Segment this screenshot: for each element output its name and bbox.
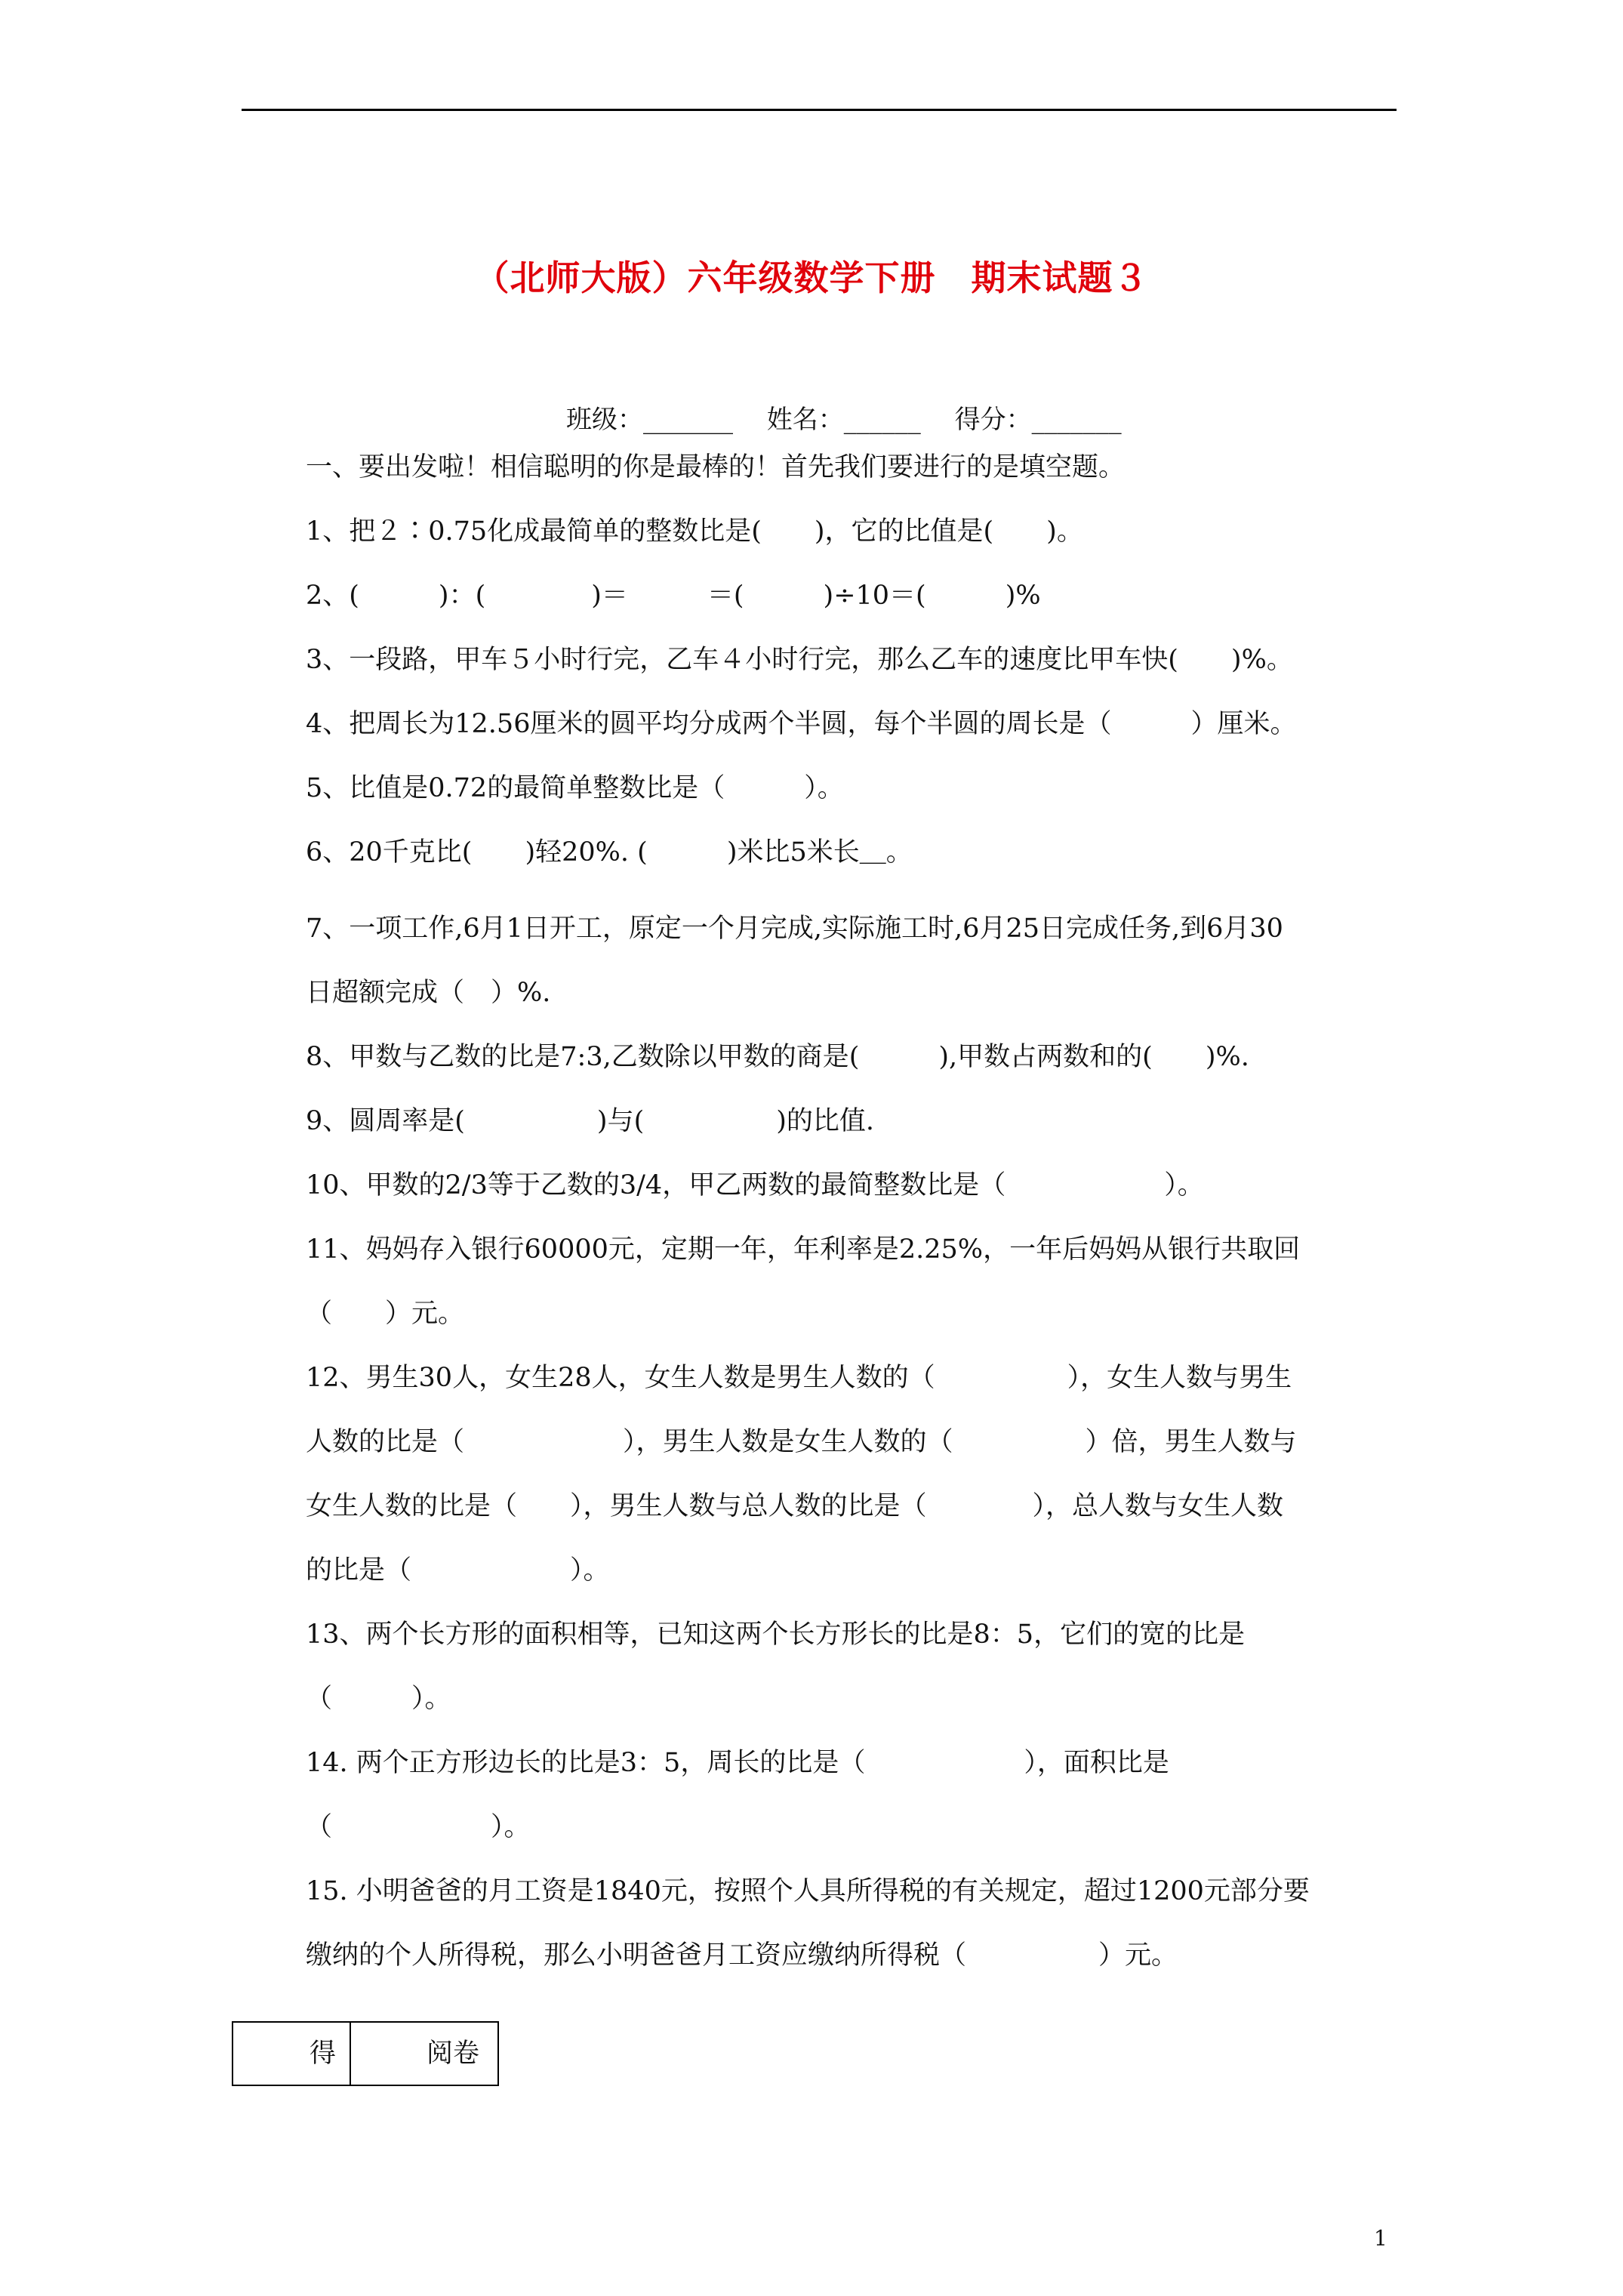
question-4: 4、把周长为12.56厘米的圆平均分成两个半圆，每个半圆的周长是（ ）厘米。 <box>306 709 1297 739</box>
question-12-line-1: 12、男生30人，女生28人，女生人数是男生人数的（ ），女生人数与男生 <box>306 1363 1292 1393</box>
question-body <box>306 448 1400 2001</box>
page-title: （北师大版）六年级数学下册 期末试题３ <box>474 257 1149 298</box>
question-12-line-4: 的比是（ ）。 <box>306 1555 610 1586</box>
question-12-line-2: 人数的比是（ ），男生人数是女生人数的（ ）倍，男生人数与 <box>306 1427 1297 1457</box>
question-7-line-2: 日超额完成（ ）%. <box>306 978 551 1008</box>
header-rule <box>242 109 1397 111</box>
question-8: 8、甲数与乙数的比是7:3,乙数除以甲数的商是( ),甲数占两数和的( )%. <box>306 1042 1249 1072</box>
question-11-line-1: 11、妈妈存入银行60000元，定期一年，年利率是2.25%，一年后妈妈从银行共取回 <box>306 1234 1301 1265</box>
question-2: 2、( )：( )＝ ＝( )÷10＝( )% <box>306 581 1041 611</box>
question-3: 3、一段路，甲车５小时行完，乙车４小时行完，那么乙车的速度比甲车快( )%。 <box>306 645 1293 675</box>
question-5: 5、比值是0.72的最简单整数比是（ ）。 <box>306 773 844 803</box>
question-11-line-2: （ ）元。 <box>306 1299 465 1329</box>
student-info-line: 班级：_______ 姓名：______ 得分：_______ <box>566 405 1122 435</box>
question-15-line-2: 缴纳的个人所得税，那么小明爸爸月工资应缴纳所得税（ ）元。 <box>306 1940 1178 1971</box>
question-10: 10、甲数的2/3等于乙数的3/4，甲乙两数的最简整数比是（ ）。 <box>306 1170 1204 1200</box>
question-14-line-2: （ ）。 <box>306 1812 531 1842</box>
question-6: 6、20千克比( )轻20%. ( )米比5米长＿。 <box>306 837 913 868</box>
question-13-line-2: （ ）。 <box>306 1684 451 1714</box>
question-15-line-1: 15. 小明爸爸的月工资是1840元，按照个人具所得税的有关规定，超过1200元部分要 <box>306 1876 1310 1906</box>
score-cell <box>233 2023 351 2085</box>
score-label: 得 <box>309 2039 336 2069</box>
question-14-line-1: 14. 两个正方形边长的比是3：5，周长的比是（ ），面积比是 <box>306 1748 1169 1778</box>
question-1: 1、把２∶0.75化成最简单的整数比是( )，它的比值是( )。 <box>306 516 1083 547</box>
question-12-line-3: 女生人数的比是（ ），男生人数与总人数的比是（ ），总人数与女生人数 <box>306 1491 1284 1521</box>
grading-table <box>232 2021 499 2086</box>
question-7-line-1: 7、一项工作,6月1日开工，原定一个月完成,实际施工时,6月25日完成任务,到6月30 <box>306 914 1283 944</box>
question-9: 9、圆周率是( )与( )的比值. <box>306 1106 875 1136</box>
section-intro: 一、要出发啦！相信聪明的你是最棒的！首先我们要进行的是填空题。 <box>306 452 1126 482</box>
grader-label: 阅卷 <box>427 2039 480 2069</box>
grader-cell <box>351 2023 497 2085</box>
question-13-line-1: 13、两个长方形的面积相等，已知这两个长方形长的比是8：5，它们的宽的比是 <box>306 1620 1246 1650</box>
page-number: 1 <box>1374 2226 1387 2251</box>
